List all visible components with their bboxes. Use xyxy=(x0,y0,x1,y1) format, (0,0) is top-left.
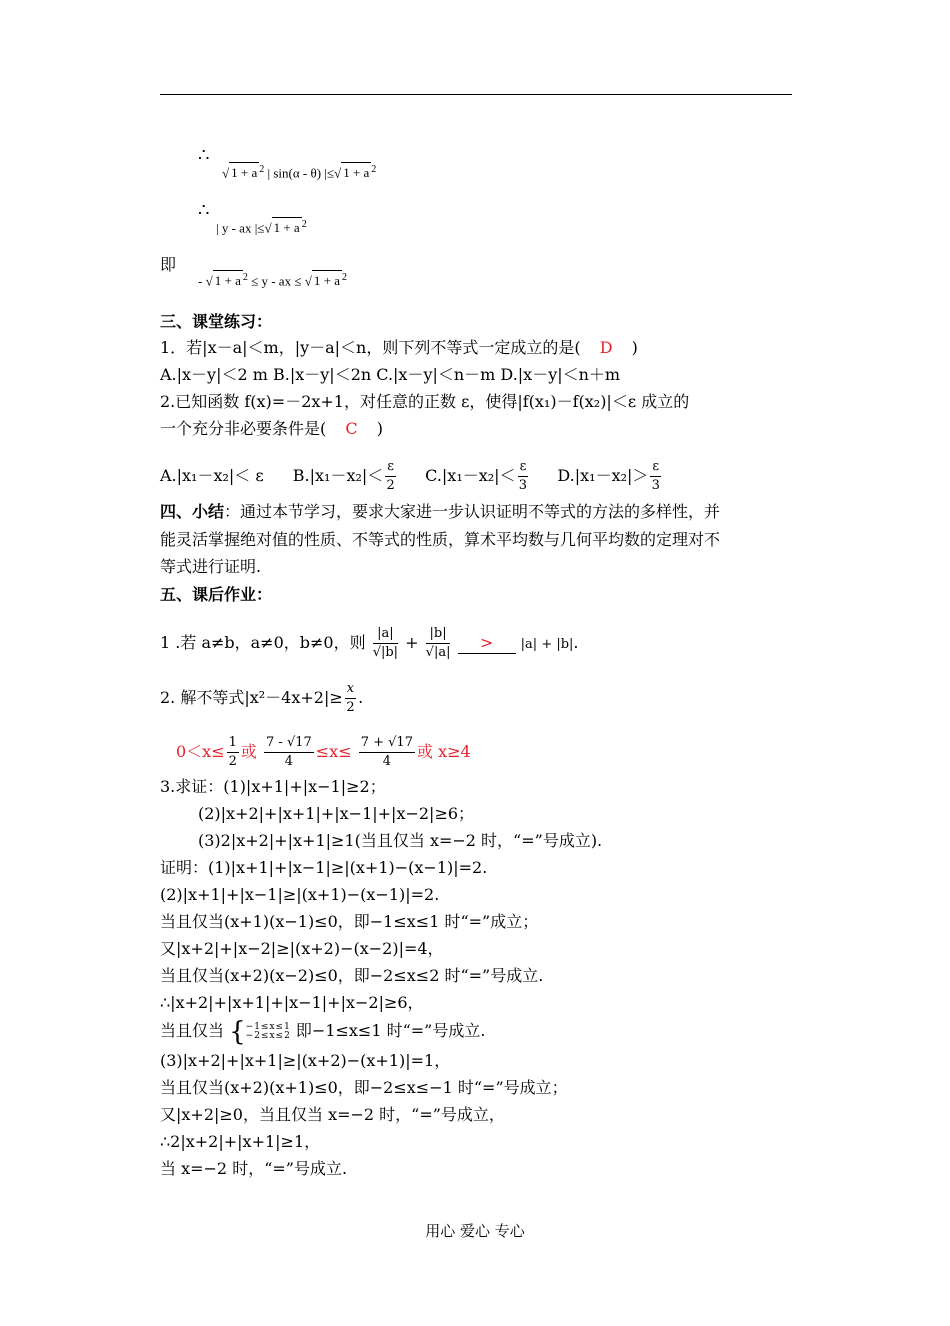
fraction-x-over-2: $\frac{x}{2}$ xyxy=(346,681,355,715)
radical-3a: 1 + a xyxy=(213,270,243,291)
homework-3-line-1: 3.求证：(1)|x+1|+|x−1|≥2； xyxy=(160,777,386,796)
option-d: D.|x₁－x₂|＞ xyxy=(557,466,649,485)
equation-3-prefix: 即 xyxy=(160,255,177,274)
therefore-symbol-2: ∴ xyxy=(198,200,210,221)
question-2-options xyxy=(160,458,663,495)
homework-2: 2. 解不等式|x²－4x+2|≥ $\frac{x}{2}$ . xyxy=(160,681,364,715)
option-a: A.|x₁－x₂|＜ ε xyxy=(160,466,264,485)
homework-1-rhs: |a| + |b| xyxy=(520,637,574,652)
proof-line-6: ∴|x+2|+|x+1|+|x−1|+|x−2|≥6， xyxy=(160,993,424,1012)
header-rule xyxy=(160,94,792,95)
section-5-title: 五、课后作业： xyxy=(160,585,273,604)
proof-line-10: ∴2|x+2|+|x+1|≥1， xyxy=(160,1132,321,1151)
proof-brace-line xyxy=(160,1016,486,1047)
equation-2: | y - ax |≤√ 1 + a $^2$ xyxy=(216,215,307,238)
question-2-line-1: 2.已知函数 f(x)=－2x+1，对任意的正数 ε，使得|f(x₁)－f(x₂)|＜ε 成立的 xyxy=(160,392,690,411)
proof-line-5: 当且仅当(x+2)(x−2)≤0，即−2≤x≤2 时“=”号成立. xyxy=(160,966,544,985)
brace-conditions: −1≤x≤1 −2≤x≤2 xyxy=(245,1021,291,1041)
proof-line-4: 又|x+2|+|x−2|≥|(x+2)−(x−2)|=4， xyxy=(160,939,444,958)
homework-1-answer: > xyxy=(458,633,516,654)
equation-1-mid: | sin(α - θ) |≤ xyxy=(267,165,335,181)
radical-1a: 1 + a xyxy=(229,162,259,183)
equation-3-mid: ≤ y - ax ≤ xyxy=(251,273,302,289)
fraction-root-2: $\frac{7 + √17}{4}$ xyxy=(360,735,413,769)
question-1-answer: D xyxy=(599,338,613,357)
proof-brace-prefix: 当且仅当 xyxy=(160,1021,225,1040)
plus-sign: + xyxy=(405,633,419,652)
homework-3-line-3: (3)2|x+2|+|x+1|≥1(当且仅当 x=−2 时，“=”号成立). xyxy=(198,831,603,850)
proof-line-8: 当且仅当(x+2)(x+1)≤0，即−2≤x≤−1 时“=”号成立； xyxy=(160,1078,568,1097)
proof-line-1: 证明：(1)|x+1|+|x−1|≥|(x+1)−(x−1)|=2. xyxy=(160,858,488,877)
summary-text-1: ：通过本节学习，要求大家进一步认识证明不等式的方法的多样性，并 xyxy=(224,502,721,521)
section-4-title: 四、小结 xyxy=(160,502,225,521)
proof-line-9: 又|x+2|≥0，当且仅当 x=−2 时，“=”号成立， xyxy=(160,1105,505,1124)
proof-line-3: 当且仅当(x+1)(x−1)≤0，即−1≤x≤1 时“=”成立； xyxy=(160,912,539,931)
fraction-a-over-b: $\frac{|a|}{√|b|}$ xyxy=(372,626,399,660)
fraction-eps-3b: $\frac{\varepsilon}{3}$ xyxy=(651,459,660,493)
homework-1: 1 .若 a≠b，a≠0，b≠0，则 $\frac{|a|}{√|b|}$ + $\frac{|b|}{√|a|}$ > |a| + |b|. xyxy=(160,626,579,660)
equation-1: √ 1 + a $^2$ | sin(α - θ) |≤√ 1 + a $^2$ xyxy=(222,160,376,183)
fraction-eps-2: $\frac{\varepsilon}{2}$ xyxy=(386,459,395,493)
fraction-eps-3a: $\frac{\varepsilon}{3}$ xyxy=(518,459,528,493)
equation-3: - √ 1 + a $^2$ ≤ y - ax ≤ √ 1 + a $^2$ xyxy=(198,268,347,291)
equation-3-minus: - xyxy=(198,273,203,289)
page-footer: 用心 爱心 专心 xyxy=(425,1222,525,1240)
question-2-close: ) xyxy=(376,419,383,438)
proof-brace-suffix: 即−1≤x≤1 时“=”号成立. xyxy=(295,1021,486,1040)
radical-1b: 1 + a xyxy=(341,162,371,183)
therefore-symbol-1: ∴ xyxy=(198,145,210,166)
question-1-close: ) xyxy=(631,338,638,357)
question-1 xyxy=(160,338,638,358)
option-b: B.|x₁－x₂|＜ xyxy=(292,466,384,485)
radical-3b: 1 + a xyxy=(312,270,342,291)
proof-line-11: 当 x=−2 时，“=”号成立. xyxy=(160,1159,348,1178)
question-2-text: 一个充分非必要条件是( xyxy=(160,419,327,438)
section-3-title: 三、课堂练习： xyxy=(160,312,273,331)
summary-line-1 xyxy=(160,502,720,522)
proof-line-2: (2)|x+1|+|x−1|≥|(x+1)−(x−1)|=2. xyxy=(160,885,440,904)
summary-line-2: 能灵活掌握绝对值的性质、不等式的性质，算术平均数与几何平均数的定理对不 xyxy=(160,530,721,549)
homework-3-line-2: (2)|x+2|+|x+1|+|x−1|+|x−2|≥6； xyxy=(198,804,475,823)
fraction-b-over-a: $\frac{|b|}{√|a|}$ xyxy=(425,626,451,660)
proof-line-7: (3)|x+2|+|x+1|≥|(x+2)−(x+1)|=1， xyxy=(160,1051,451,1070)
summary-line-3: 等式进行证明. xyxy=(160,557,262,576)
fraction-root-1: $\frac{7 - √17}{4}$ xyxy=(266,735,312,769)
question-1-options: A.|x－y|＜2 m B.|x－y|＜2n C.|x－y|＜n－m D.|x－y|＜n＋m xyxy=(160,365,621,384)
option-c: C.|x₁－x₂|＜ xyxy=(425,466,516,485)
homework-1-text: 1 .若 a≠b，a≠0，b≠0，则 xyxy=(160,633,366,652)
equation-2-lhs: | y - ax |≤ xyxy=(216,220,265,236)
radical-2: 1 + a xyxy=(272,217,302,238)
homework-2-answer: 0＜x≤ $\frac{1}{2}$ 或 $\frac{7 - √17}{4}$ ≤x≤ $\frac{7 + √17}{4}$ 或 x≥4 xyxy=(176,735,471,769)
fraction-half: $\frac{1}{2}$ xyxy=(228,735,237,769)
question-2-answer: C xyxy=(345,419,358,438)
question-2-line-2 xyxy=(160,419,383,439)
homework-2-text: 2. 解不等式|x²－4x+2|≥ xyxy=(160,688,343,707)
question-1-text: 1．若|x－a|＜m，|y－a|＜n，则下列不等式一定成立的是( xyxy=(160,338,581,357)
brace-symbol: { xyxy=(229,1016,246,1047)
